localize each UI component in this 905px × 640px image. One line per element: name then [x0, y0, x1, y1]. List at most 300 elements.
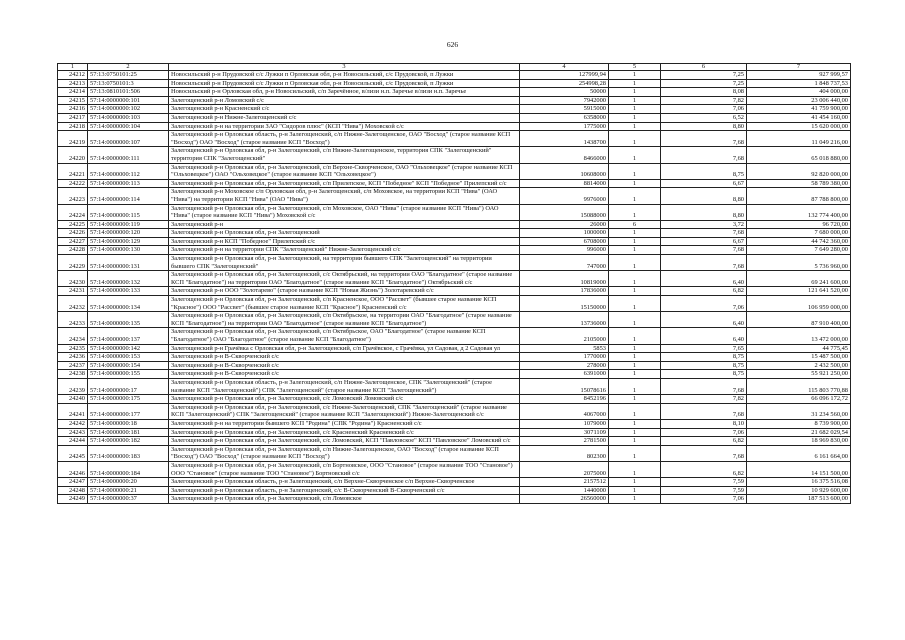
area-value: 6391000	[520, 370, 609, 379]
row-number: 24212	[58, 71, 88, 80]
cadastral-number: 57:14:0000000:177	[88, 403, 169, 419]
location-description: Залегощенский р-н ООО "Золотарево" (старое название КСП "Новая Жизнь") Золотаревский с/с	[169, 287, 520, 296]
table-row	[58, 287, 851, 296]
cadastral-value: 44 742 360,00	[747, 237, 851, 246]
cadastral-number: 57:14:0000000:21	[88, 486, 169, 495]
cadastral-value: 187 513 600,00	[747, 495, 851, 504]
table-row	[58, 419, 851, 428]
rate-value: 6,82	[661, 287, 747, 296]
area-value: 1438700	[520, 131, 609, 147]
row-number: 24217	[58, 113, 88, 122]
table-row	[58, 312, 851, 328]
rate-value: 8,10	[661, 419, 747, 428]
count-value: 6	[609, 220, 661, 229]
area-value: 278000	[520, 361, 609, 370]
row-number: 24227	[58, 237, 88, 246]
area-value: 13736000	[520, 312, 609, 328]
count-value: 1	[609, 188, 661, 204]
table-row	[58, 237, 851, 246]
table-row	[58, 88, 851, 97]
count-value: 1	[609, 395, 661, 404]
cadastral-number: 57:14:0000000:18	[88, 419, 169, 428]
cadastral-value: 13 472 000,00	[747, 328, 851, 344]
count-value: 1	[609, 437, 661, 446]
cadastral-value: 121 641 520,00	[747, 287, 851, 296]
location-description: Залегощенский р-н Ломовский с/с	[169, 96, 520, 105]
cadastral-number: 57:14:0000000:153	[88, 353, 169, 362]
location-description: Залегощенский р-н Орловская область, р-н Залегощенский, с/п Верхне-Скворченское с/п Верхне-Скворченское	[169, 478, 520, 487]
rate-value: 7,68	[661, 147, 747, 163]
count-value: 1	[609, 79, 661, 88]
cadastral-number: 57:14:0000000:101	[88, 96, 169, 105]
location-description: Залегощенский р-н Нижне-Залегощенский с/с	[169, 113, 520, 122]
rate-value: 7,68	[661, 445, 747, 461]
row-number: 24220	[58, 147, 88, 163]
count-value: 1	[609, 131, 661, 147]
table-row	[58, 131, 851, 147]
rate-value: 6,52	[661, 113, 747, 122]
rate-value: 7,68	[661, 255, 747, 271]
count-value: 1	[609, 255, 661, 271]
rate-value: 8,75	[661, 361, 747, 370]
count-value: 1	[609, 312, 661, 328]
row-number: 24224	[58, 204, 88, 220]
area-value: 15150000	[520, 296, 609, 312]
area-value: 2075000	[520, 461, 609, 477]
row-number: 24247	[58, 478, 88, 487]
table-row	[58, 220, 851, 229]
table-row	[58, 328, 851, 344]
cadastral-value: 115 803 770,88	[747, 378, 851, 394]
count-value: 1	[609, 287, 661, 296]
row-number: 24219	[58, 131, 88, 147]
row-number: 24213	[58, 79, 88, 88]
table-row	[58, 353, 851, 362]
cadastral-number: 57:13:0750101:25	[88, 71, 169, 80]
table-row	[58, 361, 851, 370]
row-number: 24233	[58, 312, 88, 328]
location-description: Залегощенский р-н Орловская обл, р-н Залегощенский, с/п Ломовское	[169, 495, 520, 504]
area-value: 9976000	[520, 188, 609, 204]
cadastral-number: 57:14:0000000:114	[88, 188, 169, 204]
count-value: 1	[609, 179, 661, 188]
location-description: Новосильский р-н Прудовской с/с Лужки п Орловская обл, р-н Новосильский, с/с Прудовской, п Лужки	[169, 71, 520, 80]
rate-value: 7,59	[661, 486, 747, 495]
column-number: 2	[88, 64, 169, 71]
count-value: 1	[609, 445, 661, 461]
cadastral-value: 14 151 500,00	[747, 461, 851, 477]
rate-value: 6,82	[661, 461, 747, 477]
rate-value: 7,06	[661, 105, 747, 114]
rate-value: 7,06	[661, 495, 747, 504]
table-row	[58, 255, 851, 271]
cadastral-number: 57:14:0000000:130	[88, 246, 169, 255]
area-value: 1440000	[520, 486, 609, 495]
row-number: 24249	[58, 495, 88, 504]
row-number: 24228	[58, 246, 88, 255]
rate-value: 6,67	[661, 179, 747, 188]
rate-value: 7,82	[661, 395, 747, 404]
area-value: 2781500	[520, 437, 609, 446]
location-description: Залегощенский р-н Орловская обл, р-н Залегощенский	[169, 229, 520, 238]
area-value: 10608000	[520, 163, 609, 179]
location-description: Залегощенский р-н Грачёвка с Орловская обл, р-н Залегощенский, с/п Грачёвское, с Грачёвка, ул Садовая, д 2 Садовая ул	[169, 344, 520, 353]
cadastral-value: 8 739 900,00	[747, 419, 851, 428]
area-value: 6708000	[520, 237, 609, 246]
row-number: 24216	[58, 105, 88, 114]
location-description: Залегощенский р-н Орловская область, р-н Залегощенский, с/п Нижне-Залегощенское, ОАО "Восход" (старое название КСП "Восход") ОАО "Восход" (старое название КСП "Восход")	[169, 131, 520, 147]
table-row	[58, 478, 851, 487]
location-description: Залегощенский р-н	[169, 220, 520, 229]
row-number: 24239	[58, 378, 88, 394]
table-row	[58, 296, 851, 312]
area-value: 8452196	[520, 395, 609, 404]
row-number: 24232	[58, 296, 88, 312]
area-value: 2105000	[520, 328, 609, 344]
rate-value: 8,80	[661, 122, 747, 131]
column-number: 7	[747, 64, 851, 71]
column-number: 4	[520, 64, 609, 71]
location-description: Залегощенский р-н В-Скворченский с/с	[169, 353, 520, 362]
row-number: 24229	[58, 255, 88, 271]
location-description: Новосильский р-н Орловская обл, р-н Новосильский, с/п Заречённое, в/лизи н.п. Заречье в/лизи н.п. Заречье	[169, 88, 520, 97]
row-number: 24236	[58, 353, 88, 362]
count-value: 1	[609, 495, 661, 504]
location-description: Залегощенский р-н Моховское с/п Орловская обл, р-н Залегощенский, с/п Моховское, на территории КСП "Нива" (ОАО "Нива") на территории КСП "Нива" (ОАО "Нива")	[169, 188, 520, 204]
row-number: 24237	[58, 361, 88, 370]
cadastral-value: 69 241 600,00	[747, 271, 851, 287]
area-value: 3071109	[520, 428, 609, 437]
area-value: 1079000	[520, 419, 609, 428]
row-number: 24222	[58, 179, 88, 188]
location-description: Залегощенский р-н В-Скворченский с/с	[169, 370, 520, 379]
row-number: 24225	[58, 220, 88, 229]
location-description: Залегощенский р-н КСП "Победное" Прилепский с/с	[169, 237, 520, 246]
cadastral-value: 23 006 440,00	[747, 96, 851, 105]
rate-value: 6,40	[661, 271, 747, 287]
count-value: 1	[609, 237, 661, 246]
location-description: Новосильский р-н Прудовской с/с Лужки п Орловская обл, р-н Новосильский, с/с Прудовской, п Лужки	[169, 79, 520, 88]
cadastral-value: 96 720,00	[747, 220, 851, 229]
rate-value: 8,75	[661, 370, 747, 379]
cadastral-value: 31 234 560,00	[747, 403, 851, 419]
cadastral-number: 57:14:0000000:113	[88, 179, 169, 188]
rate-value: 7,68	[661, 403, 747, 419]
cadastral-value: 7 649 280,00	[747, 246, 851, 255]
count-value: 1	[609, 461, 661, 477]
cadastral-value: 16 375 516,08	[747, 478, 851, 487]
row-number: 24234	[58, 328, 88, 344]
rate-value: 7,68	[661, 229, 747, 238]
row-number: 24245	[58, 445, 88, 461]
area-value: 1000000	[520, 229, 609, 238]
count-value: 1	[609, 229, 661, 238]
rate-value: 6,40	[661, 328, 747, 344]
table-row	[58, 179, 851, 188]
location-description: Залегощенский р-н Орловская обл, р-н Залегощенский, с/п Прилепское, КСП "Победное" КСП "Победное" Прилепский с/с	[169, 179, 520, 188]
area-value: 996000	[520, 246, 609, 255]
cadastral-number: 57:14:0000000:119	[88, 220, 169, 229]
location-description: Залегощенский р-н Орловская обл, р-н Залегощенский, с/с Красненский Красненский с/с	[169, 428, 520, 437]
rate-value: 7,68	[661, 378, 747, 394]
location-description: Залегощенский р-н Красненский с/с	[169, 105, 520, 114]
column-number: 6	[661, 64, 747, 71]
cadastral-value: 15 620 000,00	[747, 122, 851, 131]
count-value: 1	[609, 486, 661, 495]
count-value: 1	[609, 403, 661, 419]
cadastral-value: 41 454 160,00	[747, 113, 851, 122]
area-value: 1770000	[520, 353, 609, 362]
area-value: 802300	[520, 445, 609, 461]
row-number: 24238	[58, 370, 88, 379]
row-number: 24215	[58, 96, 88, 105]
cadastral-number: 57:14:0000000:184	[88, 461, 169, 477]
row-number: 24221	[58, 163, 88, 179]
rate-value: 6,67	[661, 237, 747, 246]
area-value: 6358000	[520, 113, 609, 122]
row-number: 24244	[58, 437, 88, 446]
rate-value: 8,80	[661, 188, 747, 204]
count-value: 1	[609, 370, 661, 379]
cadastral-number: 57:14:0000000:129	[88, 237, 169, 246]
cadastral-number: 57:14:0000000:183	[88, 445, 169, 461]
cadastral-value: 106 959 000,00	[747, 296, 851, 312]
cadastral-value: 404 000,00	[747, 88, 851, 97]
cadastral-number: 57:14:0000000:115	[88, 204, 169, 220]
area-value: 17836000	[520, 287, 609, 296]
area-value: 26560000	[520, 495, 609, 504]
location-description: Залегощенский р-н Орловская обл, р-н Залегощенский, с/п Бортновское, ООО "Становое" (старое название ТОО "Становое") ООО "Становое" (старое название ТОО "Становое") Бортновский с/с	[169, 461, 520, 477]
rate-value: 7,25	[661, 71, 747, 80]
location-description: Залегощенский р-н Орловская обл, р-н Залегощенский, с/п Октябрьское, ОАО "Благодатное" (старое название КСП "Благодатное") ОАО "Благодатное" (старое название КСП "Благодатное")	[169, 328, 520, 344]
cadastral-number: 57:14:0000000:137	[88, 328, 169, 344]
cadastral-number: 57:14:0000000:17	[88, 378, 169, 394]
cadastral-number: 57:14:0000000:142	[88, 344, 169, 353]
cadastral-value: 58 789 380,00	[747, 179, 851, 188]
table-row	[58, 378, 851, 394]
rate-value: 7,68	[661, 246, 747, 255]
cadastral-number: 57:14:0000000:102	[88, 105, 169, 114]
location-description: Залегощенский р-н Орловская обл, р-н Залегощенский, на территории бывшего СПК "Залегощенский" на территории бывшего СПК "Залегощенский"	[169, 255, 520, 271]
cadastral-number: 57:14:0000000:103	[88, 113, 169, 122]
rate-value: 7,06	[661, 428, 747, 437]
area-value: 7942000	[520, 96, 609, 105]
location-description: Залегощенский р-н на территории СПК "Залегощенский" Нижне-Залегощенский с/с	[169, 246, 520, 255]
rate-value: 7,68	[661, 131, 747, 147]
row-number: 24242	[58, 419, 88, 428]
page-number: 626	[446, 40, 459, 49]
cadastral-value: 18 969 830,00	[747, 437, 851, 446]
rate-value: 8,75	[661, 353, 747, 362]
column-number: 3	[169, 64, 520, 71]
count-value: 1	[609, 344, 661, 353]
table-row	[58, 96, 851, 105]
row-number: 24218	[58, 122, 88, 131]
cadastral-number: 57:14:0000000:154	[88, 361, 169, 370]
row-number: 24241	[58, 403, 88, 419]
location-description: Залегощенский р-н Орловская обл, р-н Залегощенский, с/п Красненское, ООО "Рассвет" (бывшее старое название КСП "Красное") ООО "Рассвет" (бывшее старое название КСП "Красное") Красненский с/с	[169, 296, 520, 312]
location-description: Залегощенский р-н Орловская обл, р-н Залегощенский, с/п Моховское, ОАО "Нива" (старое название КСП "Нива") ОАО "Нива" (старое название КСП "Нива") Моховской с/с	[169, 204, 520, 220]
cadastral-number: 57:14:0000000:132	[88, 271, 169, 287]
location-description: Залегощенский р-н Орловская обл, р-н Залегощенский, с/с Ломовский Ломовский с/с	[169, 395, 520, 404]
cadastral-value: 927 999,57	[747, 71, 851, 80]
location-description: Залегощенский р-н Орловская область, р-н Залегощенский, с/с В-Скворченский В-Скворченский с/с	[169, 486, 520, 495]
land-registry-table	[57, 63, 851, 504]
count-value: 1	[609, 361, 661, 370]
count-value: 1	[609, 428, 661, 437]
rate-value: 7,25	[661, 79, 747, 88]
table-row	[58, 163, 851, 179]
table-row	[58, 204, 851, 220]
table-row	[58, 370, 851, 379]
table-row	[58, 246, 851, 255]
row-number: 24230	[58, 271, 88, 287]
area-value: 8466000	[520, 147, 609, 163]
count-value: 1	[609, 378, 661, 394]
location-description: Залегощенский р-н Орловская обл, р-н Залегощенский, с/п Верхне-Скворченское, ОАО "Ольховецкое" (старое название КСП "Ольховецкое") ОАО "Ольховецкое" (старое название КСП "Ольховецкое")	[169, 163, 520, 179]
rate-value: 6,82	[661, 437, 747, 446]
count-value: 1	[609, 163, 661, 179]
cadastral-number: 57:14:0000000:182	[88, 437, 169, 446]
count-value: 1	[609, 113, 661, 122]
count-value: 1	[609, 328, 661, 344]
table-row	[58, 495, 851, 504]
row-number: 24240	[58, 395, 88, 404]
cadastral-value: 7 680 000,00	[747, 229, 851, 238]
row-number: 24235	[58, 344, 88, 353]
area-value: 15078616	[520, 378, 609, 394]
rate-value: 8,80	[661, 204, 747, 220]
row-number: 24231	[58, 287, 88, 296]
rate-value: 7,06	[661, 296, 747, 312]
rate-value: 3,72	[661, 220, 747, 229]
cadastral-value: 65 018 880,00	[747, 147, 851, 163]
location-description: Залегощенский р-н Орловская обл, р-н Залегощенский, с/с Ломовский, КСП "Павловское" КСП "Павловское" Ломовский с/с	[169, 437, 520, 446]
area-value: 5915000	[520, 105, 609, 114]
count-value: 1	[609, 246, 661, 255]
area-value: 4067000	[520, 403, 609, 419]
table-row	[58, 229, 851, 238]
cadastral-value: 6 161 664,00	[747, 445, 851, 461]
count-value: 1	[609, 204, 661, 220]
cadastral-number: 57:14:0000000:133	[88, 287, 169, 296]
count-value: 1	[609, 96, 661, 105]
row-number: 24226	[58, 229, 88, 238]
cadastral-number: 57:14:0000000:20	[88, 478, 169, 487]
table-row	[58, 113, 851, 122]
cadastral-value: 11 049 216,00	[747, 131, 851, 147]
cadastral-number: 57:14:0000000:111	[88, 147, 169, 163]
cadastral-number: 57:14:0000000:37	[88, 495, 169, 504]
table-row	[58, 437, 851, 446]
count-value: 1	[609, 71, 661, 80]
row-number: 24248	[58, 486, 88, 495]
rate-value: 7,65	[661, 344, 747, 353]
cadastral-number: 57:14:0000000:135	[88, 312, 169, 328]
row-number: 24243	[58, 428, 88, 437]
cadastral-value: 92 820 000,00	[747, 163, 851, 179]
cadastral-number: 57:14:0000000:134	[88, 296, 169, 312]
area-value: 127999,94	[520, 71, 609, 80]
location-description: Залегощенский р-н Орловская обл, р-н Залегощенский, с/п Октябрьское, на территории ОАО "Благодатное" (старое название КСП "Благодатное") на территории ОАО "Благодатное" (старое название КСП "Благодатное")	[169, 312, 520, 328]
cadastral-value: 66 096 172,72	[747, 395, 851, 404]
count-value: 1	[609, 147, 661, 163]
table-row	[58, 445, 851, 461]
table-row	[58, 428, 851, 437]
location-description: Залегощенский р-н В-Скворченский с/с	[169, 361, 520, 370]
area-value: 10819000	[520, 271, 609, 287]
rate-value: 8,08	[661, 88, 747, 97]
location-description: Залегощенский р-н Орловская обл, р-н Залегощенский, с/п Нижне-Залегощенское, территория СПК "Залегощенский" территория СПК "Залегощенский"	[169, 147, 520, 163]
table-row	[58, 271, 851, 287]
count-value: 1	[609, 296, 661, 312]
cadastral-value: 1 848 737,53	[747, 79, 851, 88]
cadastral-value: 132 774 400,00	[747, 204, 851, 220]
cadastral-number: 57:14:0000000:131	[88, 255, 169, 271]
location-description: Залегощенский р-н Орловская обл, р-н Залегощенский, с/с Октябрьский, на территории ОАО "Благодатное" (старое название КСП "Благодатное") на территории ОАО "Благодатное" (старое название КСП "Благодатное") Октябрьский с/с	[169, 271, 520, 287]
area-value: 1775000	[520, 122, 609, 131]
cadastral-value: 87 910 400,00	[747, 312, 851, 328]
area-value: 8814000	[520, 179, 609, 188]
cadastral-number: 57:14:0000000:175	[88, 395, 169, 404]
cadastral-number: 57:14:0000000:104	[88, 122, 169, 131]
rate-value: 7,59	[661, 478, 747, 487]
rate-value: 7,82	[661, 96, 747, 105]
table-row	[58, 403, 851, 419]
column-number-row	[58, 64, 851, 71]
table-row	[58, 105, 851, 114]
location-description: Залегощенский р-н Орловская обл, р-н Залегощенский, с/с Нижне-Залегощенский, СПК "Залегощенский" (старое название КСП "Залегощенский") СПК "Залегощенский" (старое название КСП "Залегощенский") Нижне-Залегощенский с/с	[169, 403, 520, 419]
cadastral-value: 2 432 500,00	[747, 361, 851, 370]
row-number: 24223	[58, 188, 88, 204]
count-value: 1	[609, 122, 661, 131]
count-value: 1	[609, 105, 661, 114]
cadastral-number: 57:13:0750101:3	[88, 79, 169, 88]
area-value: 50000	[520, 88, 609, 97]
cadastral-value: 55 921 250,00	[747, 370, 851, 379]
cadastral-number: 57:14:0000000:155	[88, 370, 169, 379]
area-value: 15088000	[520, 204, 609, 220]
rate-value: 6,40	[661, 312, 747, 328]
area-value: 5853	[520, 344, 609, 353]
count-value: 1	[609, 353, 661, 362]
table-row	[58, 344, 851, 353]
cadastral-value: 21 682 029,54	[747, 428, 851, 437]
table-row	[58, 147, 851, 163]
cadastral-number: 57:14:0000000:181	[88, 428, 169, 437]
count-value: 1	[609, 419, 661, 428]
count-value: 1	[609, 88, 661, 97]
table-row	[58, 486, 851, 495]
cadastral-value: 5 736 960,00	[747, 255, 851, 271]
table-row	[58, 461, 851, 477]
count-value: 1	[609, 478, 661, 487]
area-value: 26000	[520, 220, 609, 229]
cadastral-value: 44 775,45	[747, 344, 851, 353]
table-row	[58, 395, 851, 404]
column-number: 1	[58, 64, 88, 71]
location-description: Залегощенский р-н Орловская область, р-н Залегощенский, с/п Нижне-Залегощенское, СПК "Залегощенский" (старое название КСП "Залегощенский") СПК "Залегощенский" (старое название КСП "Залегощенский")	[169, 378, 520, 394]
row-number: 24214	[58, 88, 88, 97]
location-description: Залегощенский р-н Орловская обл, р-н Залегощенский, с/п Нижне-Залегощенское, ОАО "Восход" (старое название КСП "Восход") ОАО "Восход" (старое название КСП "Восход")	[169, 445, 520, 461]
table-row	[58, 71, 851, 80]
row-number: 24246	[58, 461, 88, 477]
count-value: 1	[609, 271, 661, 287]
table-row	[58, 79, 851, 88]
cadastral-number: 57:13:0810101:506	[88, 88, 169, 97]
cadastral-number: 57:14:0000000:120	[88, 229, 169, 238]
cadastral-value: 10 929 600,00	[747, 486, 851, 495]
